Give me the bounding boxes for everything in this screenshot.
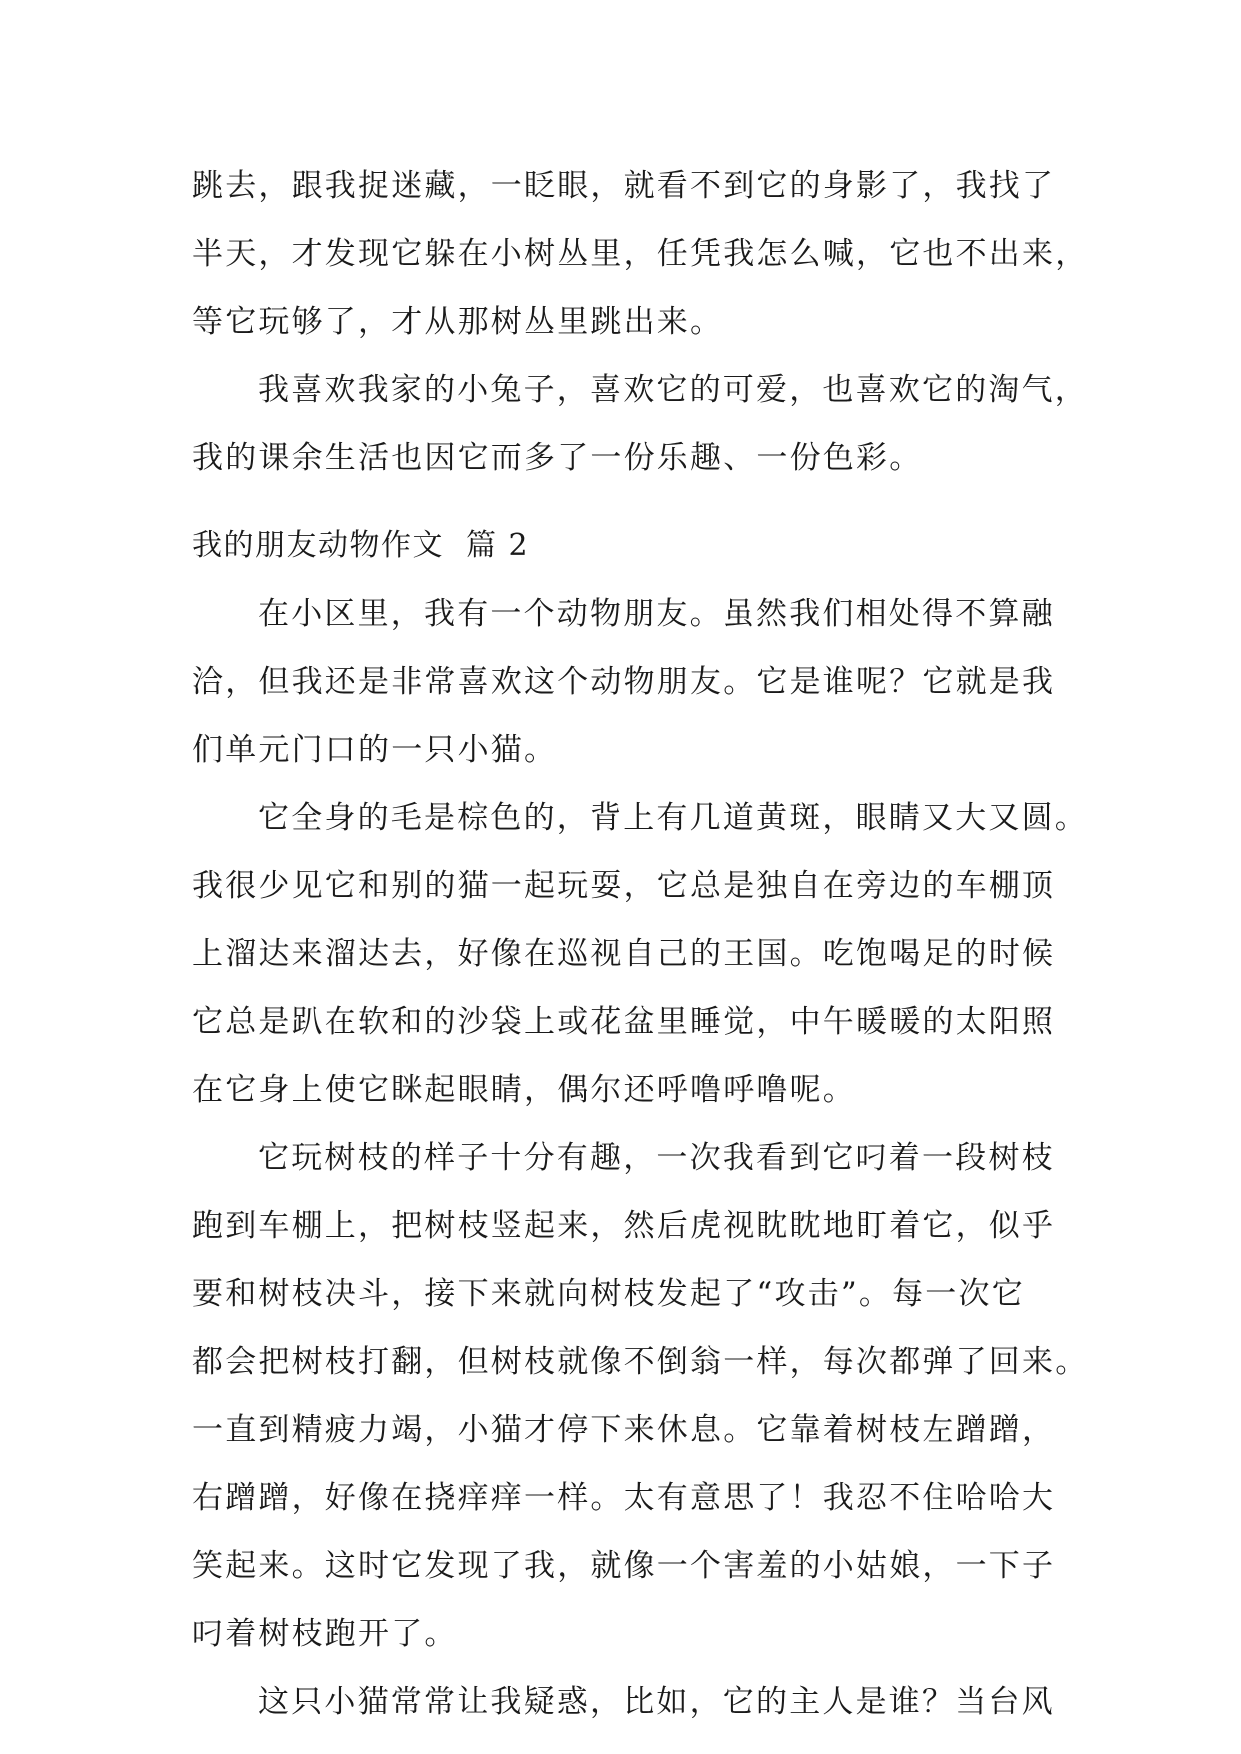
article-section-label: 篇 2 [466, 528, 530, 563]
text-line: 在它身上使它眯起眼睛，偶尔还呼噜呼噜呢。 [192, 1072, 856, 1108]
paragraph [192, 784, 1088, 1124]
article-heading [192, 512, 1050, 580]
text-line: 等它玩够了，才从那树丛里跳出来。 [192, 304, 724, 340]
section-article-2 [192, 512, 1089, 1736]
paragraph [192, 1668, 1055, 1736]
document-body [192, 152, 1089, 1736]
text-line: 半天，才发现它躲在小树丛里，任凭我怎么喊，它也不出来， [192, 236, 1089, 272]
paragraph [192, 152, 1089, 356]
text-line: 这只小猫常常让我疑惑，比如，它的主人是谁？当台风 [258, 1684, 1055, 1720]
paragraph [192, 580, 1056, 784]
text-line: 跳去，跟我捉迷藏，一眨眼，就看不到它的身影了，我找了 [192, 168, 1056, 204]
text-line: 它全身的毛是棕色的，背上有几道黄斑，眼睛又大又圆。 [258, 800, 1088, 836]
text-line: 叼着树枝跑开了。 [192, 1616, 458, 1652]
text-line: 要和树枝决斗，接下来就向树枝发起了“攻击”。每一次它 [192, 1276, 1025, 1312]
text-line: 笑起来。这时它发现了我，就像一个害羞的小姑娘，一下子 [192, 1548, 1056, 1584]
text-line: 我很少见它和别的猫一起玩耍，它总是独自在旁边的车棚顶 [192, 868, 1056, 904]
text-line: 我的课余生活也因它而多了一份乐趣、一份色彩。 [192, 440, 923, 476]
section-spacer [192, 492, 1050, 512]
text-line: 右蹭蹭，好像在挠痒痒一样。太有意思了！我忍不住哈哈大 [192, 1480, 1056, 1516]
text-line: 上溜达来溜达去，好像在巡视自己的王国。吃饱喝足的时候 [192, 936, 1056, 972]
text-line: 跑到车棚上，把树枝竖起来，然后虎视眈眈地盯着它，似乎 [192, 1208, 1056, 1244]
paragraph [192, 356, 1088, 492]
text-line: 们单元门口的一只小猫。 [192, 732, 558, 768]
text-line: 它总是趴在软和的沙袋上或花盆里睡觉，中午暖暖的太阳照 [192, 1004, 1056, 1040]
text-line: 一直到精疲力竭，小猫才停下来休息。它靠着树枝左蹭蹭， [192, 1412, 1056, 1448]
section-continuation [192, 152, 1089, 492]
text-line: 洽，但我还是非常喜欢这个动物朋友。它是谁呢？它就是我 [192, 664, 1056, 700]
text-line: 在小区里，我有一个动物朋友。虽然我们相处得不算融 [258, 596, 1055, 632]
article-title: 我的朋友动物作文 [192, 528, 444, 563]
paragraph [192, 1124, 1089, 1668]
text-line: 我喜欢我家的小兔子，喜欢它的可爱，也喜欢它的淘气， [258, 372, 1088, 408]
text-line: 都会把树枝打翻，但树枝就像不倒翁一样，每次都弹了回来。 [192, 1344, 1089, 1380]
text-line: 它玩树枝的样子十分有趣，一次我看到它叼着一段树枝 [258, 1140, 1055, 1176]
